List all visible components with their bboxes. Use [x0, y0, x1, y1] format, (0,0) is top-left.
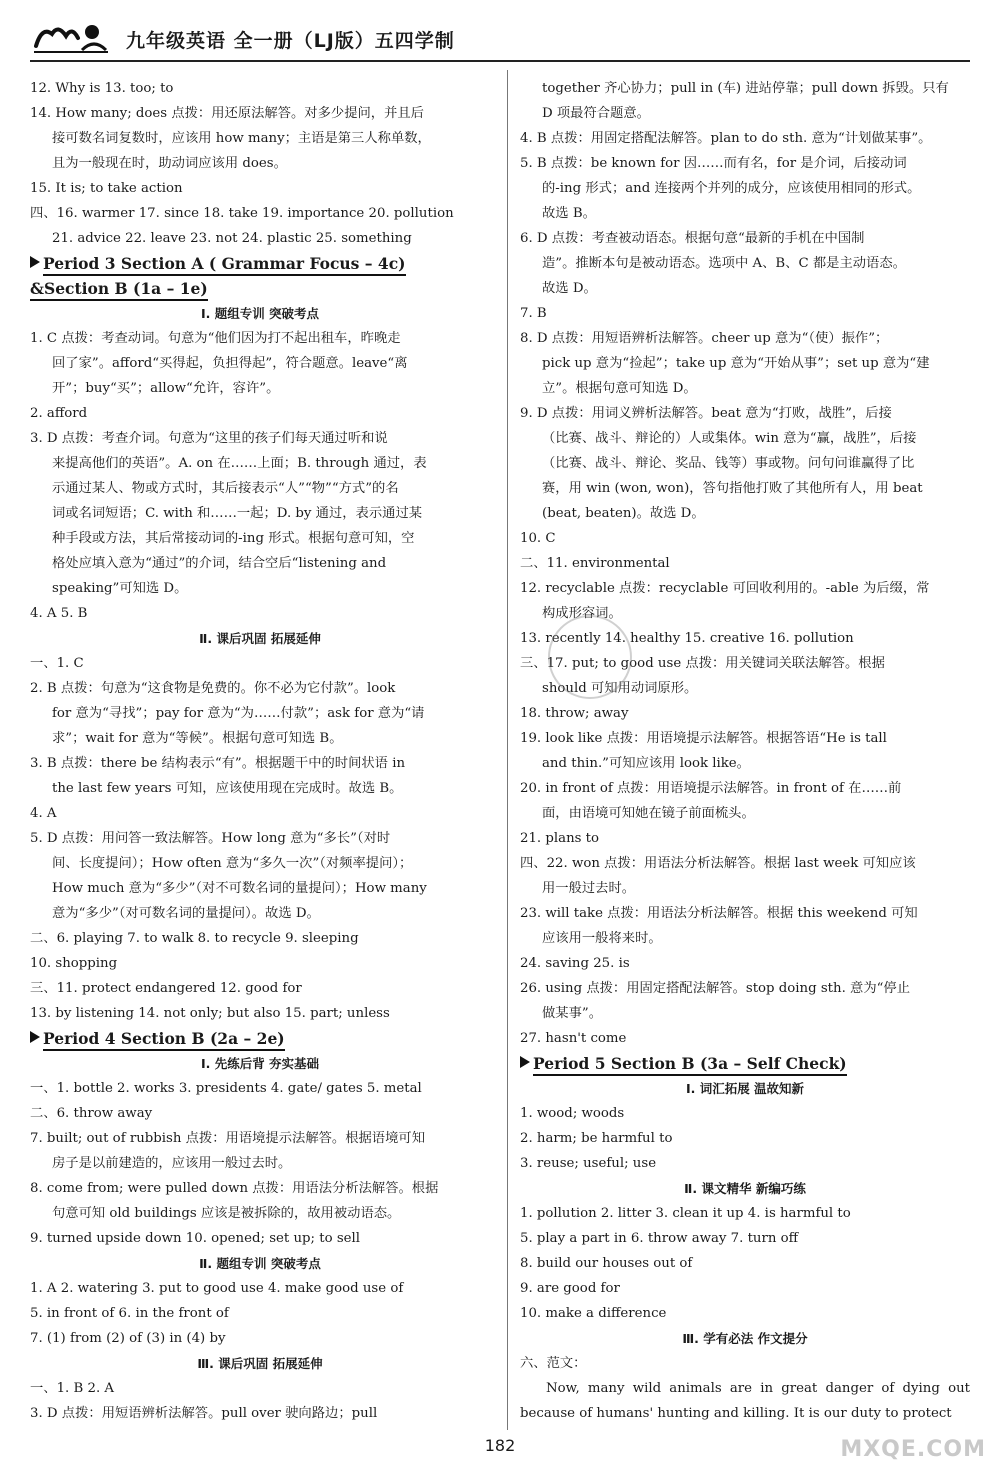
answer-line: 面，由语境可知她在镜子前面梳头。	[542, 806, 755, 821]
answer-line: 用一般过去时。	[542, 881, 636, 896]
subsection-heading: Ⅲ. 课后巩固 拓展延伸	[197, 1356, 323, 1371]
answer-line: 1. C 点拨：考查动词。句意为“他们因为打不起出租车，昨晚走	[30, 331, 401, 346]
answer-line: 一、1. bottle 2. works 3. presidents 4. gate/ gates 5. metal	[30, 1081, 422, 1096]
answer-line: 10. shopping	[30, 956, 118, 971]
answer-line: 求”；wait for 意为“等候”。根据句意可知选 B。	[52, 731, 343, 746]
answer-line: 1. wood; woods	[520, 1106, 625, 1121]
section-heading	[520, 1051, 970, 1076]
answer-line: 7. B	[520, 306, 547, 321]
answer-line: 5. in front of 6. in the front of	[30, 1306, 229, 1321]
answer-line: 10. C	[520, 531, 556, 546]
answer-line: 5. play a part in 6. throw away 7. turn off	[520, 1231, 799, 1246]
answer-line: 9. are good for	[520, 1281, 620, 1296]
answer-line: 句意可知 old buildings 应该是被拆除的，故用被动语态。	[52, 1206, 401, 1221]
right-column	[520, 76, 970, 1426]
answer-line: 13. recently 14. healthy 15. creative 16. pollution	[520, 631, 854, 646]
left-column	[30, 76, 490, 1426]
answer-line: 间、长度提问）；How often 意为“多久一次”（对频率提问）；	[52, 856, 413, 871]
subsection-heading: Ⅱ. 课后巩固 拓展延伸	[199, 631, 321, 646]
answer-line: 意为“多少”（对可数名词的量提问）。故选 D。	[52, 906, 320, 921]
answer-line: 四、16. warmer 17. since 18. take 19. importance 20. pollution	[30, 206, 454, 221]
answer-line: 8. come from; were pulled down 点拨：用语法分析法解答。根据	[30, 1181, 439, 1196]
answer-line: 4. B 点拨：用固定搭配法解答。plan to do sth. 意为“计划做某事”。	[520, 131, 932, 146]
answer-line: 8. build our houses out of	[520, 1256, 693, 1271]
answer-line: 赛，用 win (won, won)，答句指他打败了其他所有人，用 beat	[542, 481, 923, 496]
answer-line: 2. B 点拨：句意为“这食物是免费的。你不必为它付款”。look	[30, 681, 396, 696]
answer-line: 1. pollution 2. litter 3. clean it up 4. is harmful to	[520, 1206, 851, 1221]
section-heading	[30, 251, 490, 276]
essay-paragraph: Now, many wild animals are in great danger of dying out because of humans' hunting and killing. It is our duty to protect	[520, 1381, 970, 1421]
answer-line: 14. How many; does 点拨：用还原法解答。对多少提问，并且后	[30, 106, 424, 121]
answer-line: 一、1. C	[30, 656, 84, 671]
answer-line: 24. saving 25. is	[520, 956, 630, 971]
section-heading	[30, 276, 490, 301]
answer-line: 13. by listening 14. not only; but also 15. part; unless	[30, 1006, 390, 1021]
answer-line: 六、范文：	[520, 1356, 587, 1371]
answer-line: 9. turned upside down 10. opened; set up; to sell	[30, 1231, 361, 1246]
answer-line: 5. B 点拨：be known for 因……而有名，for 是介词，后接动词	[520, 156, 907, 171]
answer-line: 12. recyclable 点拨：recyclable 可回收利用的。-able 为后缀，常	[520, 581, 930, 596]
section-heading-text: &Section B (1a – 1e)	[30, 279, 208, 301]
answer-line: 3. D 点拨：用短语辨析法解答。pull over 驶向路边；pull	[30, 1406, 378, 1421]
answer-line: 立”。根据句意可知选 D。	[542, 381, 697, 396]
answer-line: should 可知用动词原形。	[542, 681, 698, 696]
answer-line: 故选 B。	[542, 206, 596, 221]
answer-line: and thin.”可知应该用 look like。	[542, 756, 750, 771]
answer-line: 21. advice 22. leave 23. not 24. plastic 25. something	[52, 231, 412, 246]
answer-line: 7. (1) from (2) of (3) in (4) by	[30, 1331, 226, 1346]
answer-line: 一、1. B 2. A	[30, 1381, 115, 1396]
answer-line: 2. harm; be harmful to	[520, 1131, 673, 1146]
answer-line: 21. plans to	[520, 831, 600, 846]
subsection-heading: Ⅱ. 题组专训 突破考点	[199, 1256, 321, 1271]
book-title: 九年级英语 全一册（LJ版）五四学制	[126, 30, 455, 52]
page-header	[30, 14, 970, 62]
answer-line: 10. make a difference	[520, 1306, 667, 1321]
answer-line: 接可数名词复数时，应该用 how many；主语是第三人称单数，	[52, 131, 431, 146]
answer-line: together 齐心协力；pull in (车) 进站停靠；pull down 拆毁。只有	[542, 81, 949, 96]
answer-line: 4. A 5. B	[30, 606, 88, 621]
answer-line: 4. A	[30, 806, 57, 821]
site-watermark: MXQE.COM	[840, 1437, 986, 1462]
answer-line: the last few years 可知，应该使用现在完成时。故选 B。	[52, 781, 403, 796]
answer-line: 26. using 点拨：用固定搭配法解答。stop doing sth. 意为“停止	[520, 981, 911, 996]
section-heading-text: Period 4 Section B (2a – 2e)	[43, 1029, 285, 1051]
section-heading	[30, 1026, 490, 1051]
answer-line: 12. Why is 13. too; to	[30, 81, 174, 96]
triangle-bullet-icon	[520, 1056, 530, 1068]
answer-line: pick up 意为“捡起”；take up 意为“开始从事”；set up 意为“建	[542, 356, 930, 371]
answer-line: 1. A 2. watering 3. put to good use 4. make good use of	[30, 1281, 404, 1296]
answer-line: 造”。推断本句是被动语态。选项中 A、B、C 都是主动语态。	[542, 256, 906, 271]
answer-line: 二、11. environmental	[520, 556, 670, 571]
subsection-heading: Ⅰ. 先练后背 夯实基础	[200, 1056, 320, 1071]
answer-line: 19. look like 点拨：用语境提示法解答。根据答语“He is tall	[520, 731, 887, 746]
answer-line: 7. built; out of rubbish 点拨：用语境提示法解答。根据语境可知	[30, 1131, 425, 1146]
answer-line: 2. afford	[30, 406, 88, 421]
answer-line: 二、6. throw away	[30, 1106, 153, 1121]
answer-line: 5. D 点拨：用问答一致法解答。How long 意为“多长”（对时	[30, 831, 391, 846]
section-heading-text: Period 5 Section B (3a – Self Check)	[533, 1054, 847, 1076]
answer-line: 开”；buy“买”；allow“允许，容许”。	[52, 381, 280, 396]
answer-line: 8. D 点拨：用短语辨析法解答。cheer up 意为“（使）振作”；	[520, 331, 889, 346]
answer-line: 应该用一般将来时。	[542, 931, 662, 946]
answer-line: 3. reuse; useful; use	[520, 1156, 657, 1171]
answer-line: 的-ing 形式；and 连接两个并列的成分，应该使用相同的形式。	[542, 181, 921, 196]
answer-line: 做某事”。	[542, 1006, 602, 1021]
answer-line: 二、6. playing 7. to walk 8. to recycle 9. sleeping	[30, 931, 359, 946]
answer-line: D 项最符合题意。	[542, 106, 650, 121]
answer-line: 27. hasn't come	[520, 1031, 627, 1046]
answer-line: 15. It is; to take action	[30, 181, 183, 196]
subsection-heading: Ⅲ. 学有必法 作文提分	[682, 1331, 808, 1346]
column-divider	[507, 70, 508, 1430]
answer-line: for 意为“寻找”；pay for 意为“为……付款”；ask for 意为“请	[52, 706, 425, 721]
answer-line: 3. D 点拨：考查介词。句意为“这里的孩子们每天通过听和说	[30, 431, 388, 446]
answer-line: （比赛、战斗、辩论的）人或集体。win 意为“赢，战胜”，后接	[542, 431, 917, 446]
page-number: 182	[484, 1436, 516, 1455]
answer-line: (beat, beaten)。故选 D。	[542, 506, 705, 521]
subsection-heading: Ⅰ. 词汇拓展 温故知新	[685, 1081, 805, 1096]
answer-line: 来提高他们的英语”。A. on 在……上面；B. through 通过，表	[52, 456, 427, 471]
triangle-bullet-icon	[30, 1031, 40, 1043]
book-logo-icon	[32, 20, 110, 54]
answer-line: 23. will take 点拨：用语法分析法解答。根据 this weekend 可知	[520, 906, 918, 921]
answer-line: How much 意为“多少”（对不可数名词的量提问）；How many	[52, 881, 427, 896]
subsection-heading: Ⅰ. 题组专训 突破考点	[200, 306, 320, 321]
answer-line: 20. in front of 点拨：用语境提示法解答。in front of 在……前	[520, 781, 902, 796]
answer-line: 3. B 点拨：there be 结构表示“有”。根据题干中的时间状语 in	[30, 756, 406, 771]
answer-line: 三、17. put; to good use 点拨：用关键词关联法解答。根据	[520, 656, 885, 671]
answer-line: 构成形容词。	[542, 606, 622, 621]
answer-line: 房子是以前建造的，应该用一般过去时。	[52, 1156, 292, 1171]
answer-line: 9. D 点拨：用词义辨析法解答。beat 意为“打败，战胜”，后接	[520, 406, 892, 421]
answer-line: 18. throw; away	[520, 706, 629, 721]
answer-line: 6. D 点拨：考查被动语态。根据句意“最新的手机在中国制	[520, 231, 865, 246]
subsection-heading: Ⅱ. 课文精华 新编巧练	[684, 1181, 806, 1196]
answer-line: 且为一般现在时，助动词应该用 does。	[52, 156, 287, 171]
section-heading-text: Period 3 Section A ( Grammar Focus – 4c)	[43, 254, 406, 276]
triangle-bullet-icon	[30, 256, 40, 268]
answer-line: 三、11. protect endangered 12. good for	[30, 981, 302, 996]
answer-line: 词或名词短语；C. with 和……一起；D. by 通过，表示通过某	[52, 506, 423, 521]
stamp-watermark	[548, 615, 632, 699]
answer-line: speaking”可知选 D。	[52, 581, 188, 596]
answer-line: 故选 D。	[542, 281, 597, 296]
answer-line: 格处应填入意为“通过”的介词，结合空后“listening and	[52, 556, 387, 571]
answer-line: 种手段或方法，其后常接动词的-ing 形式。根据句意可知，空	[52, 531, 415, 546]
answer-line: 四、22. won 点拨：用语法分析法解答。根据 last week 可知应该	[520, 856, 916, 871]
answer-line: 示通过某人、物或方式时，其后接表示“人”“物”“方式”的名	[52, 481, 399, 496]
answer-line: （比赛、战斗、辩论、奖品、钱等）事或物。问句问谁赢得了比	[542, 456, 915, 471]
answer-line: 回了家”。afford“买得起，负担得起”，符合题意。leave“离	[52, 356, 408, 371]
